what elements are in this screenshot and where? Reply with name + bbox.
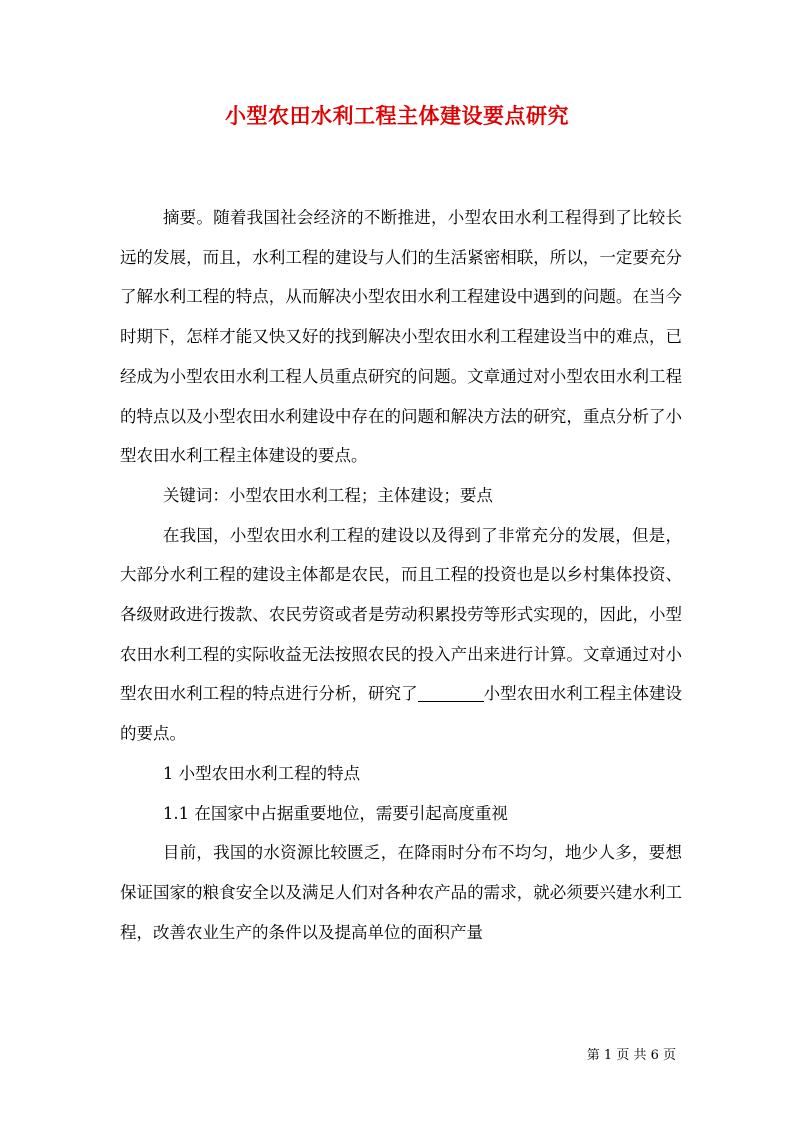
- page-number-footer: 第 1 页 共 6 页: [586, 1048, 676, 1063]
- fill-in-blank: [418, 685, 484, 703]
- document-title: 小型农田水利工程主体建设要点研究: [225, 103, 569, 128]
- abstract-paragraph: 摘要。随着我国社会经济的不断推进，小型农田水利工程得到了比较长远的发展，而且，水利工程的建设与人们的生活紧密相联，所以，一定要充分了解水利工程的特点，从而解决小型农田水利工程建设中遇到的问题。在当今时期下，怎样才能又快又好的找到解决小型农田水利工程建设当中的难点，已经成为小型农田水利工程人员重点研究的问题。文章通过对小型农田水利工程的特点以及小型农田水利建设中存在的问题和解决方法的研究，重点分析了小型农田水利工程主体建设的要点。: [120, 208, 682, 466]
- intro-text-part1: 在我国，小型农田水利工程的建设以及得到了非常充分的发展，但是，大部分水利工程的建设主体都是农民，而且工程的投资也是以乡村集体投资、各级财政进行拨款、农民劳资或者是劳动积累投劳等形式实现的，因此，小型农田水利工程的实际收益无法按照农民的投入产出来进行计算。文章通过对小型农田水利工程的特点进行分析，研究了: [120, 525, 682, 704]
- intro-text-part2: 小型农田水利工程主体建设的要点。: [120, 684, 683, 744]
- section-1-heading: 1 小型农田水利工程的特点: [162, 763, 361, 783]
- keywords-paragraph: 关键词：小型农田水利工程；主体建设；要点: [162, 485, 493, 505]
- section-1-1-paragraph: 目前，我国的水资源比较匮乏，在降雨时分布不均匀，地少人多，要想保证国家的粮食安全以及满足人们对各种农产品的需求，就必须要兴建水利工程，改善农业生产的条件以及提高单位的面积产量: [120, 843, 682, 942]
- section-1-1-heading: 1.1 在国家中占据重要地位，需要引起高度重视: [162, 803, 508, 823]
- document-body: [120, 198, 682, 952]
- intro-paragraph: [120, 516, 682, 754]
